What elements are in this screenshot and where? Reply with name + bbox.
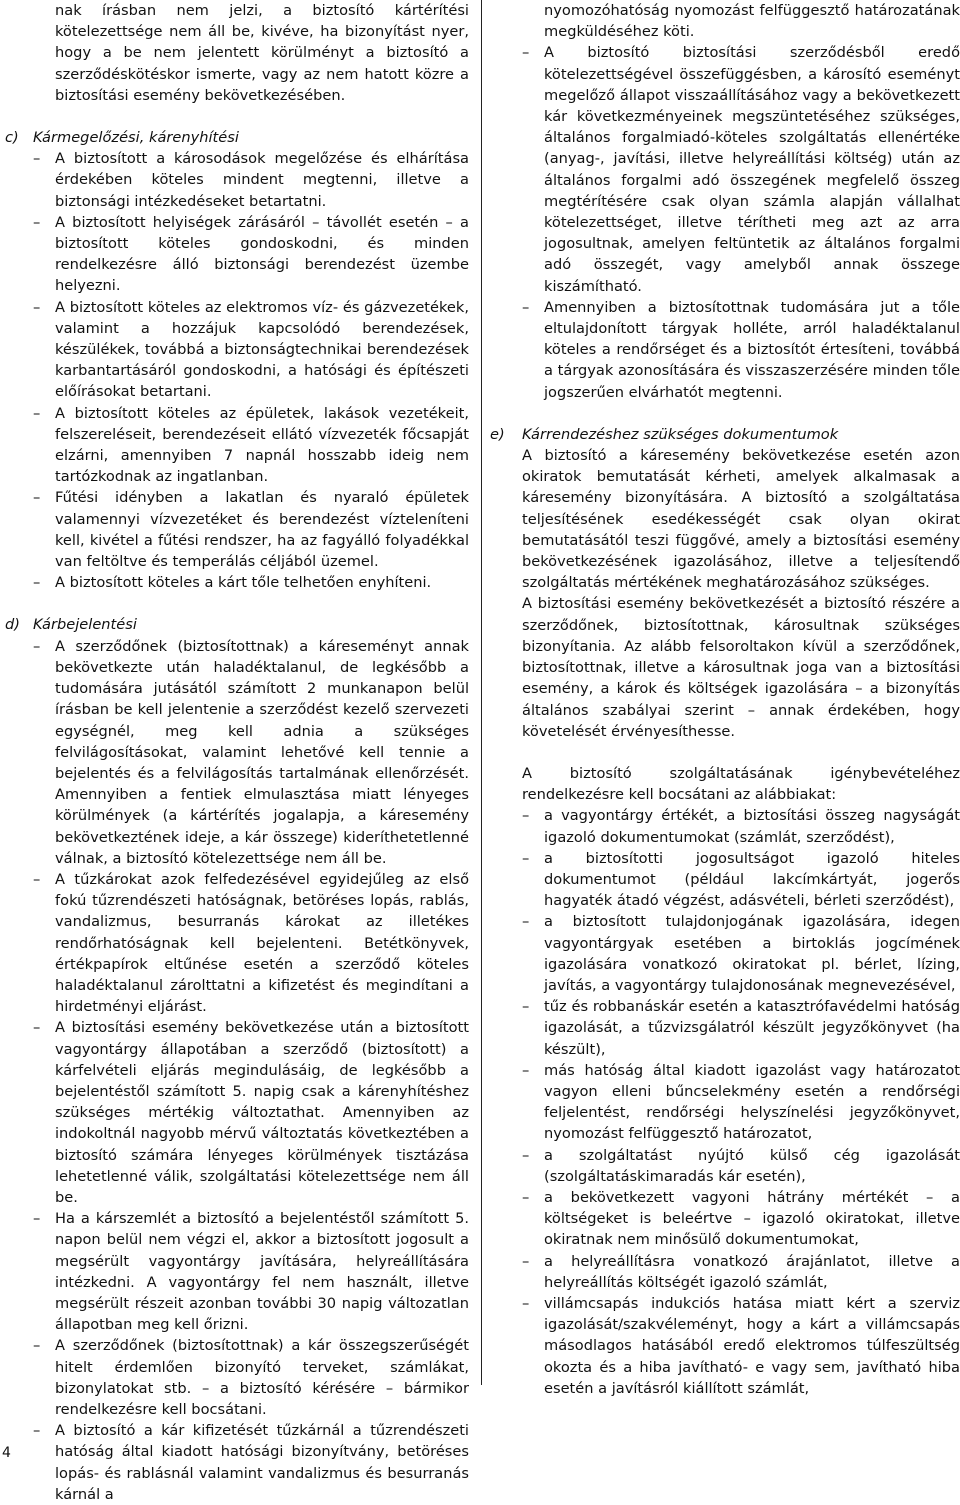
c-item-3: – A biztosított köteles az elektromos víz- és gázvezetékek, valamint a hozzájuk kapcsolódó berendezések, készülékek, továbbá a biztonságtechnikai berendezések karbantartásáról gondoskodni, a hatósági és építészeti előírásokat betartani. bbox=[33, 297, 469, 403]
doc-list-item: – a helyreállításra vonatkozó árajánlatot, illetve a helyreállítás költségét igazoló számlát, bbox=[522, 1251, 960, 1293]
page-number: 4 bbox=[2, 1445, 11, 1461]
d-item-1: – A szerződőnek (biztosítottnak) a káreseményt annak bekövetkezte után haladéktalanul, de legkésőbb a tudomására jutásától számított 2 munkanapon belül írásban be kell jelentenie a szerződést kezelő szervezeti egységnél, meg kell adnia a szükséges felvilágosításokat, valamint lehetővé kell tennie a bejelentés és a felvilágosítás tartalmának ellenőrzését. Amennyiben a fentiek elmulasztása miatt lényeges körülmények (a kártérítés jogalapja, a káresemény bekövetkeztének ideje, a kár összege) kideríthetetlenné válnak, a biztosító kötelezettsége nem áll be. bbox=[33, 636, 469, 869]
doc-list-item: – tűz és robbanáskár esetén a katasztrófavédelmi hatóság igazolását, a tűzvizsgálatról készült jegyzőkönyvet (ha készült), bbox=[522, 996, 960, 1060]
right-continuation: nyomozóhatóság nyomozást felfüggesztő határozatának megküldéséhez köti. bbox=[544, 2, 960, 41]
left-column bbox=[5, 0, 469, 1505]
section-e bbox=[490, 424, 960, 742]
c-item-2: – A biztosított helyiségek zárásáról – távollét esetén – a biztosított köteles gondoskodni, és minden rendelkezésre álló biztonsági berendezést üzembe helyezni. bbox=[33, 212, 469, 297]
doc-list-item: – a biztosítotti jogosultságot igazoló hiteles dokumentumot (például lakcímkártyát, jogerős hagyaték átadó végzést, adásvételi, bérleti szerződést), bbox=[522, 848, 960, 912]
d-item-2: – A tűzkárokat azok felfedezésével egyidejűleg az első fokú tűzrendészeti hatóságnak, betöréses lopás, rablás, vandalizmus, besurranás károkat az illetékes rendőrhatóságnak kell bejelenteni. Betétkönyvek, értékpapírok eltűnése esetén a szerződő köteles haladéktalanul zárolttatni a kifizetést és megindítani a hirdetményi eljárást. bbox=[33, 869, 469, 1017]
doc-list-item: – a biztosított tulajdonjogának igazolására, idegen vagyontárgyak esetében a birtoklás jogcímének igazolására vonatkozó okiratokat pl. bérlet, lízing, javítás, a vagyontárgy tulajdonosának megnevezésével, bbox=[522, 911, 960, 996]
section-e-label: e) bbox=[490, 425, 505, 443]
section-e-paragraph-2: A biztosítási esemény bekövetkezését a biztosító részére a szerződőnek, biztosítottnak, károsultnak szükséges bizonyítania. Az alább felsoroltakon kívül a szerződőnek, biztosítottnak, illetve a károsultnak joga van a biztosítási esemény, a károk és költségek igazolására – a bizonyítás általános szabályai szerint – annak érdekében, hogy követelését érvényesíthesse. bbox=[522, 595, 960, 740]
doc-list-item: – a szolgáltatást nyújtó külső cég igazolását (szolgáltatáskimaradás kár esetén), bbox=[522, 1145, 960, 1187]
doc-list-item: – villámcsapás indukciós hatása miatt kért a szerviz igazolását/szakvéleményt, hogy a kárt a villámcsapás másodlagos hatásából eredő elektromos túlfeszültség okozta és a hiba javítható- e vagy sem, javítható hiba esetén a javításról kiállított számlát, bbox=[522, 1293, 960, 1399]
c-item-5: – Fűtési idényben a lakatlan és nyaraló épületek valamennyi vízvezetéket és berendezést vízteleníteni kell, kivétel a fűtési rendszer, ha az fagyálló folyadékkal van feltöltve és temperálás céljából üzemel. bbox=[33, 487, 469, 572]
list-intro: A biztosító szolgáltatásának igénybevételéhez rendelkezésre kell bocsátani az alábbiakat: bbox=[522, 764, 960, 804]
doc-list-item: – más hatóság által kiadott igazolást vagy határozatot vagyon elleni bűncselekmény esetén a rendőrségi feljelentést, rendőrségi helyszínelési jegyzőkönyvet, nyomozást felfüggesztő határozatot, bbox=[522, 1060, 960, 1145]
doc-list-item: – a vagyontárgy értékét, a biztosítási összeg nagyságát igazoló dokumentumokat (számlát, szerződést), bbox=[522, 805, 960, 847]
column-divider bbox=[481, 0, 482, 1385]
c-item-4: – A biztosított köteles az épületek, lakások vezetékeit, felszereléseit, berendezéseit ellátó vízvezeték főcsapját elzárni, amennyiben 7 napnál hosszabb ideig nem tartózkodnak az ingatlanban. bbox=[33, 403, 469, 488]
intro-paragraph: nak írásban nem jelzi, a biztosító kártérítési kötelezettsége nem áll be, kivéve, ha bizonyítást nyer, hogy a be nem jelentett körülményt a biztosító a szerződéskötéskor ismerte, vagy az nem hatott közre a biztosítási esemény bekövetkezésében. bbox=[55, 2, 469, 104]
d-item-4: – Ha a kárszemlét a biztosító a bejelentéstől számított 5. napon belül nem végzi el, akkor a biztosított jogosult a megsérült vagyontárgy javítására, helyreállítására intézkedni. A vagyontárgy fel nem használt, illetve megsérült részeit azonban további 30 napig változatlan állapotban meg kell őrizni. bbox=[33, 1208, 469, 1335]
section-c-title: Kármegelőzési, kárenyhítési bbox=[33, 129, 239, 147]
section-e-paragraph-1: A biztosító a káresemény bekövetkezése esetén azon okiratok bemutatását kérheti, amelyek alkalmasak a káresemény bizonyítására. A biztosító a szolgáltatása teljesítésének esedékességét csak olyan okirat bemutatásától teszi függővé, amely a biztosítási esemény bekövetkezésének igazolásához, illetve a teljesítendő szolgáltatás mértékének meghatározásához szükséges. bbox=[522, 447, 960, 592]
section-d-label: d) bbox=[5, 616, 20, 634]
c-item-1: – A biztosított a károsodások megelőzése és elhárítása érdekében köteles mindent megtenni, illetve a biztonsági intézkedéseket betartatni. bbox=[33, 148, 469, 212]
section-d bbox=[5, 614, 469, 1505]
section-c-label: c) bbox=[5, 129, 19, 147]
section-c bbox=[5, 127, 469, 593]
right-column bbox=[490, 0, 960, 1399]
right-item-1: – A biztosító biztosítási szerződésből eredő kötelezettségével összefüggésben, a károsító eseményt megelőző állapot visszaállításához vagy a bekövetkezett kár következményeinek megszüntetéséhez szükséges, általános forgalmiadó-köteles szolgáltatás ellenértéke (anyag-, javítási, illetve helyreállítási költség) után az általános forgalmi adó összegének megfelelő összeg megtérítésére csak olyan számla alapján vállalhat kötelezettséget, illetve térítheti meg azt az arra jogosultnak, amelyen feltüntetik az általános forgalmi adó összegét, vagy amelyből annak összege kiszámítható. bbox=[522, 42, 960, 296]
d-item-5: – A szerződőnek (biztosítottnak) a kár összegszerűségét hitelt érdemlően bizonyító terveket, számlákat, bizonylatokat stb. – a biztosító kérésére – bármikor rendelkezésre kell bocsátani. bbox=[33, 1335, 469, 1420]
section-e-title: Kárrendezéshez szükséges dokumentumok bbox=[522, 425, 839, 443]
c-item-6: – A biztosított köteles a kárt tőle telhetően enyhíteni. bbox=[33, 572, 469, 593]
d-item-3: – A biztosítási esemény bekövetkezése után a biztosított vagyontárgy állapotában a szerződő (biztosított) a kárfelvételi eljárás megindulásáig, de legkésőbb a bejelentéstől számított 5. napig csak a kárenyhítéshez szükséges mértékig változtathat. Amennyiben az indokoltnál nagyobb mérvű változtatás következtében a biztosító számára lényeges körülmények tisztázása lehetetlenné válik, szolgáltatási kötelezettsége nem áll be. bbox=[33, 1017, 469, 1208]
d-item-6: – A biztosító a kár kifizetését tűzkárnál a tűzrendészeti hatóság által kiadott hatósági bizonyítvány, betöréses lopás- és rablásnál valamint vandalizmus és besurranás kárnál a bbox=[33, 1420, 469, 1505]
section-d-title: Kárbejelentési bbox=[33, 616, 137, 634]
doc-list-item: – a bekövetkezett vagyoni hátrány mértékét – a költségeket is beleértve – igazoló okiratokat, illetve okiratnak nem minősülő dokumentumokat, bbox=[522, 1187, 960, 1251]
right-item-2: – Amennyiben a biztosítottnak tudomására jut a tőle eltulajdonított tárgyak holléte, arról haladéktalanul köteles a rendőrséget és a biztosítót értesíteni, továbbá a tárgyak azonosítására és visszaszerzésére minden tőle jogszerűen elvárhatót megtenni. bbox=[522, 297, 960, 403]
